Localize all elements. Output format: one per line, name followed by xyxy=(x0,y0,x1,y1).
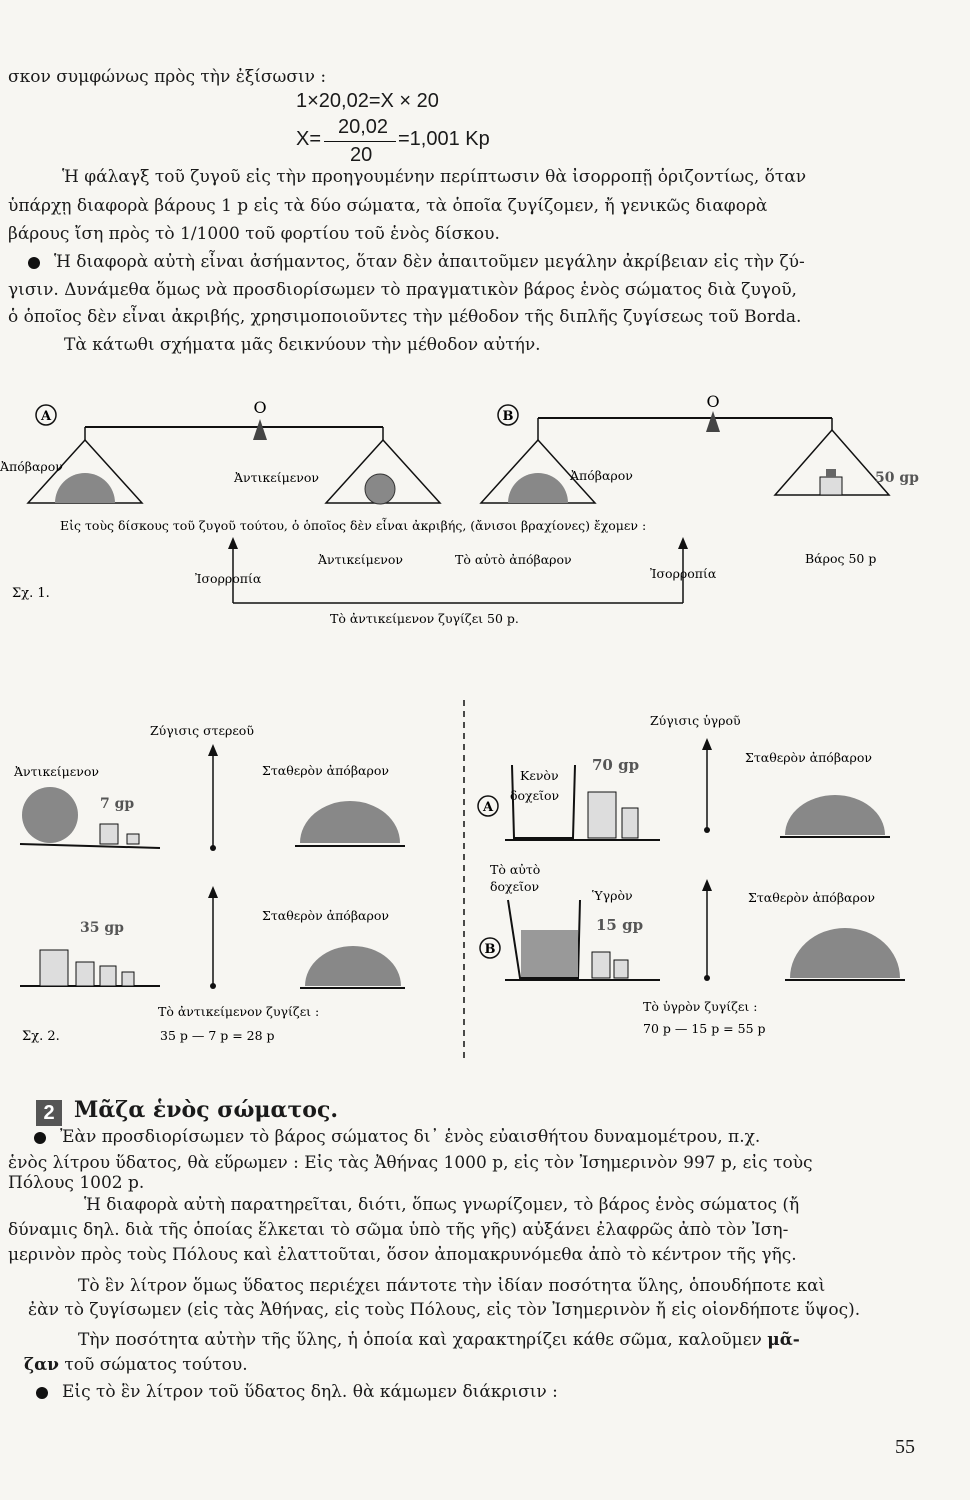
tare-dome-4 xyxy=(790,928,900,978)
arrow-up-icon-6 xyxy=(702,879,712,891)
pivot-dot-liquid-bottom xyxy=(704,975,710,981)
result-solid-1: Τὸ ἀντικείμενον ζυγίζει : xyxy=(158,1004,320,1019)
w35-label: 35 gp xyxy=(80,920,124,936)
tare-right-label: Ἀπόβαρον xyxy=(570,468,633,483)
empty-container-label-2: δοχεῖον xyxy=(510,788,560,803)
para4-line3: Πόλους 1002 p. xyxy=(8,1173,145,1193)
fig1-result: Τὸ ἀντικείμενον ζυγίζει 50 p. xyxy=(330,611,519,626)
intro-line: σκον συμφώνως πρὸς τὴν ἐξίσωσιν : xyxy=(8,67,327,87)
pivot-dot-solid-bottom xyxy=(210,983,216,989)
fixed-tare-label-4: Σταθερὸν ἀπόβαρον xyxy=(748,890,875,905)
para8 xyxy=(36,1381,970,1403)
same-container-2: δοχεῖον xyxy=(490,879,540,894)
weight-7-small xyxy=(127,834,139,844)
label-a2: A xyxy=(482,800,494,815)
same-container-1: Τὸ αὐτὸ xyxy=(490,862,541,877)
result-liquid-2: 70 p — 15 p = 55 p xyxy=(643,1021,766,1036)
liquid-fill xyxy=(521,930,578,977)
equation-2-lhs: X= xyxy=(296,128,322,150)
object-sphere xyxy=(365,474,395,504)
object-label-2: Ἀντικείμενον xyxy=(14,764,99,779)
label-b: B xyxy=(502,409,514,424)
w15-label: 15 gp xyxy=(596,916,644,934)
tare-dome-2 xyxy=(305,946,401,986)
para7-line2 xyxy=(24,1354,970,1376)
weight-7-icon xyxy=(100,824,118,844)
same-tare-label: Τὸ αὐτὸ ἀπόβαρον xyxy=(455,552,572,567)
para7-text2: τοῦ σώματος τούτου. xyxy=(64,1355,248,1375)
object-ball xyxy=(22,787,78,843)
para7-line1 xyxy=(78,1329,970,1351)
fulcrum-o-b: O xyxy=(706,392,720,411)
fulcrum-o-a: O xyxy=(253,398,267,417)
pivot-dot-liquid-top xyxy=(704,827,710,833)
section-number: 2 xyxy=(36,1100,62,1126)
section-heading xyxy=(36,1097,338,1126)
tare-left-shape xyxy=(55,473,115,503)
para6-line1: Τὸ ἓν λίτρον ὅμως ὕδατος περιέχει πάντοτε τὴν ἰδίαν ποσότητα ὕλης, ὁπουδήποτε καὶ xyxy=(78,1276,826,1296)
weight-70-small xyxy=(622,808,638,838)
title-solid: Ζύγισις στερεοῦ xyxy=(150,723,254,738)
empty-container-label-1: Κενὸν xyxy=(520,768,559,783)
bullet-icon-3 xyxy=(36,1387,48,1399)
tare-dome-1 xyxy=(300,801,400,843)
page-number: 55 xyxy=(895,1436,915,1458)
bullet-icon-2 xyxy=(34,1132,46,1144)
fig2-label: Σχ. 2. xyxy=(22,1029,60,1044)
para4-line2: ἑνὸς λίτρου ὕδατος, θὰ εὕρωμεν : Εἰς τὰς Ἀθήνας 1000 p, εἰς τὸν Ἰσημερινὸν 997 p, εἰς τοὺς xyxy=(8,1153,813,1173)
fixed-tare-label-2: Σταθερὸν ἀπόβαρον xyxy=(262,908,389,923)
tare-right-shape xyxy=(508,473,568,503)
para5-line3: μερινὸν πρὸς τοὺς Πόλους καὶ ἐλαττοῦται, ὅσον ἀπομακρυνόμεθα ἀπὸ τὸ κέντρον τῆς γῆς. xyxy=(8,1245,797,1265)
fixed-tare-label-3: Σταθερὸν ἀπόβαρον xyxy=(745,750,872,765)
para4-line1 xyxy=(34,1126,970,1148)
weight-35-icon xyxy=(40,950,68,986)
para2-line3: ὁ ὁποῖος δὲν εἶναι ἀκριβής, χρησιμοποιοῦντες τὴν μέθοδον τῆς διπλῆς ζυγίσεως τοῦ Borda. xyxy=(8,307,802,327)
solid-plate-top xyxy=(20,844,160,848)
arrow-up-icon-4 xyxy=(208,886,218,898)
para2-line1 xyxy=(28,251,970,273)
equilibrium-1: Ἰσορροπία xyxy=(195,571,262,586)
equation-2-denominator: 20 xyxy=(350,144,373,166)
weight-35-small-2 xyxy=(122,972,134,986)
para6-line2: ἐὰν τὸ ζυγίσωμεν (εἰς τὰς Ἀθήνας, εἰς τοὺς Πόλους, εἰς τὸν Ἰσημερινὸν ἤ εἰς οἱονδήποτε ὕψος). xyxy=(28,1300,861,1320)
pivot-dot-solid-top xyxy=(210,845,216,851)
fraction-bar xyxy=(324,141,396,142)
weight-15-small xyxy=(614,960,628,978)
bullet-icon xyxy=(28,257,40,269)
arrow-up-icon xyxy=(228,537,238,549)
para2-line2: γισιν. Δυνάμεθα ὅμως νὰ προσδιορίσωμεν τὸ πραγματικὸν βάρος ἑνὸς σώματος διὰ ζυγοῦ, xyxy=(8,280,797,300)
arrow-up-icon-2 xyxy=(678,537,688,549)
para5-line1: Ἡ διαφορὰ αὐτὴ παρατηρεῖται, διότι, ὅπως γνωρίζομεν, τὸ βάρος ἑνὸς σώματος (ἤ xyxy=(84,1195,800,1215)
title-liquid: Ζύγισις ὑγροῦ xyxy=(650,713,741,728)
section-title: Μᾶζα ἑνὸς σώματος. xyxy=(74,1097,338,1123)
w70-label: 70 gp xyxy=(592,756,640,774)
figure-2 xyxy=(0,700,970,1070)
weight-50-icon xyxy=(820,477,842,495)
para7-bold2: ζαν xyxy=(24,1355,59,1375)
para4-text1: Ἐὰν προσδιορίσωμεν τὸ βάρος σώματος δι᾽ ἑνὸς εὐαισθήτου δυναμομέτρου, π.χ. xyxy=(60,1127,761,1147)
fig1-label: Σχ. 1. xyxy=(12,586,50,601)
fulcrum-a-icon xyxy=(253,419,267,440)
para5-line2: δύναμις δηλ. διὰ τῆς ὁποίας ἕλκεται τὸ σῶμα ὑπὸ τῆς γῆς) αὐξάνει ἐλαφρῶς ἀπὸ τὸν Ἰση- xyxy=(8,1220,789,1240)
weight-50-knob xyxy=(826,469,836,477)
label-b2: B xyxy=(484,942,496,957)
para1-line1: Ἡ φάλαγξ τοῦ ζυγοῦ εἰς τὴν προηγουμένην περίπτωσιν θὰ ἰσορροπῇ ὁριζοντίως, ὅταν xyxy=(62,167,807,187)
para1-line2: ὑπάρχῃ διαφορὰ βάρους 1 p εἰς τὰ δύο σώματα, τὰ ὁποῖα ζυγίζομεν, ἤ γενικῶς διαφορὰ xyxy=(8,196,768,216)
para7-bold1: μᾶ- xyxy=(767,1330,800,1350)
weight-50-text: Βάρος 50 p xyxy=(805,551,877,566)
equilibrium-2: Ἰσορροπία xyxy=(650,566,717,581)
object-label: Ἀντικείμενον xyxy=(234,470,319,485)
equation-1: 1×20,02=X × 20 xyxy=(296,90,439,112)
para1-line3: βάρους ἴση πρὸς τὸ 1/1000 τοῦ φορτίου τοῦ ἑνὸς δίσκου. xyxy=(8,224,500,244)
fixed-tare-label: Σταθερὸν ἀπόβαρον xyxy=(262,763,389,778)
weight-35-small-1 xyxy=(100,966,116,986)
para3: Τὰ κάτωθι σχήματα μᾶς δεικνύουν τὴν μέθοδον αὐτήν. xyxy=(64,335,541,355)
liquid-label: Ὑγρὸν xyxy=(592,888,633,903)
arrow-up-icon-5 xyxy=(702,738,712,750)
w7-label: 7 gp xyxy=(100,796,135,812)
equation-2-rhs: =1,001 Kp xyxy=(398,128,490,150)
object-2-label: Ἀντικείμενον xyxy=(318,552,403,567)
result-liquid-1: Τὸ ὑγρὸν ζυγίζει : xyxy=(643,999,758,1014)
weight-15-icon xyxy=(592,952,610,978)
tare-left-label: Ἀπόβαρον xyxy=(0,459,63,474)
weight-50-label: 50 gp xyxy=(875,470,919,486)
fig1-caption: Εἰς τοὺς δίσκους τοῦ ζυγοῦ τούτου, ὁ ὁποῖος δὲν εἶναι ἀκριβής, (ἄνισοι βραχίονες) ἔχομεν : xyxy=(60,518,647,533)
para2-text1: Ἡ διαφορὰ αὐτὴ εἶναι ἀσήμαντος, ὅταν δὲν ἀπαιτοῦμεν μεγάλην ἀκρίβειαν εἰς τὴν ζύ- xyxy=(54,252,805,272)
weight-70-icon xyxy=(588,792,616,838)
label-a: A xyxy=(40,409,52,424)
fulcrum-b-icon xyxy=(706,411,720,432)
tare-dome-3 xyxy=(785,795,885,835)
arrow-up-icon-3 xyxy=(208,744,218,756)
result-solid-2: 35 p — 7 p = 28 p xyxy=(160,1028,275,1043)
equation-2-numerator: 20,02 xyxy=(338,116,389,138)
figure-1 xyxy=(0,385,970,645)
para8-text: Εἰς τὸ ἓν λίτρον τοῦ ὕδατος δηλ. θὰ κάμωμεν διάκρισιν : xyxy=(62,1382,558,1402)
weight-35-mid xyxy=(76,962,94,986)
para7-text: Τὴν ποσότητα αὐτὴν τῆς ὕλης, ἡ ὁποία καὶ χαρακτηρίζει κάθε σῶμα, καλοῦμεν xyxy=(78,1330,762,1350)
